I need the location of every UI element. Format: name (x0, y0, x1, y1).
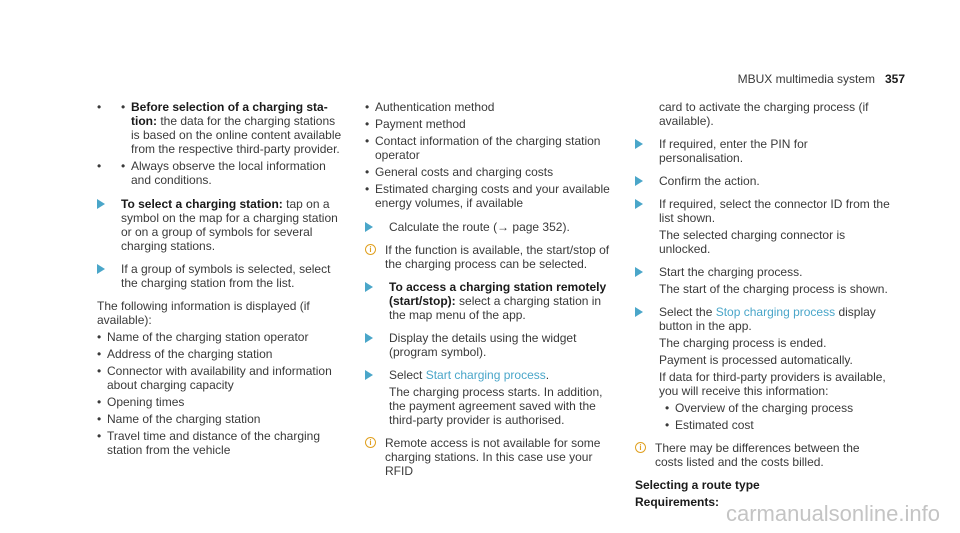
list-item: • Name of the charging station operator (97, 330, 347, 344)
step-result: The charging process is ended. (659, 336, 827, 350)
step-text: If required, enter the PIN for personalisation. (659, 137, 808, 165)
bullet-bold: Before selection of a charging sta-tion: (131, 100, 328, 128)
step-text: tap on a symbol on the map for a charging station or on a group of symbols for several charging stations. (121, 197, 338, 253)
step-stop-charging (635, 305, 890, 432)
page-number: 357 (884, 72, 905, 86)
list-item: • Contact information of the charging station operator (365, 134, 615, 162)
bullet-text: Always observe the local information and conditions. (131, 159, 326, 187)
step-bold: To select a charging station: (121, 197, 283, 211)
step-confirm (635, 174, 890, 188)
list-item: • Authentication method (365, 100, 615, 114)
step-arrow-icon (635, 139, 643, 149)
list-item: • Opening times (97, 395, 347, 409)
step-select-station (97, 197, 347, 253)
step-text: Calculate the route (→ page 352). (389, 220, 570, 234)
note-text: If the function is available, the start/stop of the charging process can be selected. (385, 243, 610, 271)
list-item: • Estimated cost (665, 418, 890, 432)
start-charging-link: Start charging process (425, 368, 546, 382)
column-3 (635, 100, 890, 512)
step-result: The start of the charging process is shown. (659, 282, 888, 296)
note-text: Remote access is not available for some charging stations. In this case use your RFID (385, 436, 601, 478)
step-arrow-icon (365, 333, 373, 343)
column-1 (97, 100, 347, 460)
step-result: Payment is processed automatically. (659, 353, 853, 367)
step-start-process (635, 265, 890, 296)
step-arrow-icon (97, 264, 105, 274)
step-text: Confirm the action. (659, 174, 760, 188)
column-2 (365, 100, 615, 487)
page-header (738, 72, 905, 86)
step-text: If required, select the connector ID from the list shown. (659, 197, 890, 225)
info-list (97, 330, 347, 457)
step-arrow-icon (635, 176, 643, 186)
info-icon: i (635, 442, 646, 453)
bullet-text: the data for the charging stations is based on the online content available from the respective third-party provider. (131, 114, 342, 156)
step-result: The charging process starts. In addition, the payment agreement saved with the third-party provider is authorised. (389, 385, 603, 427)
step-result: The selected charging connector is unlocked. (659, 228, 846, 256)
list-item: • Overview of the charging process (665, 401, 890, 415)
step-display-details (365, 331, 615, 359)
step-arrow-icon (635, 199, 643, 209)
step-text: display button in the app. (659, 305, 876, 333)
step-calculate-route (365, 220, 615, 234)
note-continued: card to activate the charging process (if available). (659, 100, 869, 128)
list-item: • General costs and charging costs (365, 165, 615, 179)
step-select-connector (635, 197, 890, 256)
step-arrow-icon (97, 199, 105, 209)
note (635, 441, 890, 469)
step-text: If a group of symbols is selected, select the charging station from the list. (121, 262, 331, 290)
step-result: If data for third-party providers is available, you will receive this information: (659, 370, 886, 398)
step-select-group (97, 262, 347, 290)
step-text: . (545, 368, 550, 382)
step-arrow-icon (635, 267, 643, 277)
step-start-charging (365, 368, 615, 427)
list-item: • Connector with availability and information about charging capacity (97, 364, 347, 392)
step-text: Select (389, 368, 426, 382)
list-item: • Estimated charging costs and your available energy volumes, if available (365, 182, 615, 210)
info-icon: i (365, 244, 376, 255)
requirements-label: Requirements: (635, 495, 720, 509)
step-bold: To access a charging station remotely (start/stop): (389, 280, 607, 308)
step-arrow-icon (365, 282, 373, 292)
section-title: MBUX multimedia system (737, 72, 875, 86)
section-heading: Selecting a route type (635, 478, 760, 492)
info-icon: i (365, 437, 376, 448)
info-list-continued (365, 100, 615, 210)
step-arrow-icon (365, 370, 373, 380)
list-item: • Payment method (365, 117, 615, 131)
step-text: Select the (659, 305, 716, 319)
note-text: There may be differences between the costs listed and the costs billed. (655, 441, 860, 469)
info-intro: The following information is displayed (if available): (97, 299, 310, 327)
watermark: carmanualsonline.info (725, 501, 940, 526)
step-arrow-icon (635, 307, 643, 317)
list-item: • Address of the charging station (97, 347, 347, 361)
list-item: • Name of the charging station (97, 412, 347, 426)
step-text: Start the charging process. (659, 265, 803, 279)
step-text: select a charging station in the map menu of the app. (389, 294, 602, 322)
list-item: • • Before selection of a charging sta-tion: the data for the charging stations is based on the online content available from the respective third-party provider. (97, 100, 347, 156)
stop-charging-link: Stop charging process (715, 305, 836, 319)
step-text: Display the details using the widget (program symbol). (389, 331, 577, 359)
step-remote-access (365, 280, 615, 322)
note (365, 243, 615, 271)
note (365, 436, 615, 478)
step-enter-pin (635, 137, 890, 165)
list-item: • • Always observe the local information and conditions. (97, 159, 347, 187)
list-item: • Travel time and distance of the charging station from the vehicle (97, 429, 347, 457)
step-arrow-icon (365, 222, 373, 232)
